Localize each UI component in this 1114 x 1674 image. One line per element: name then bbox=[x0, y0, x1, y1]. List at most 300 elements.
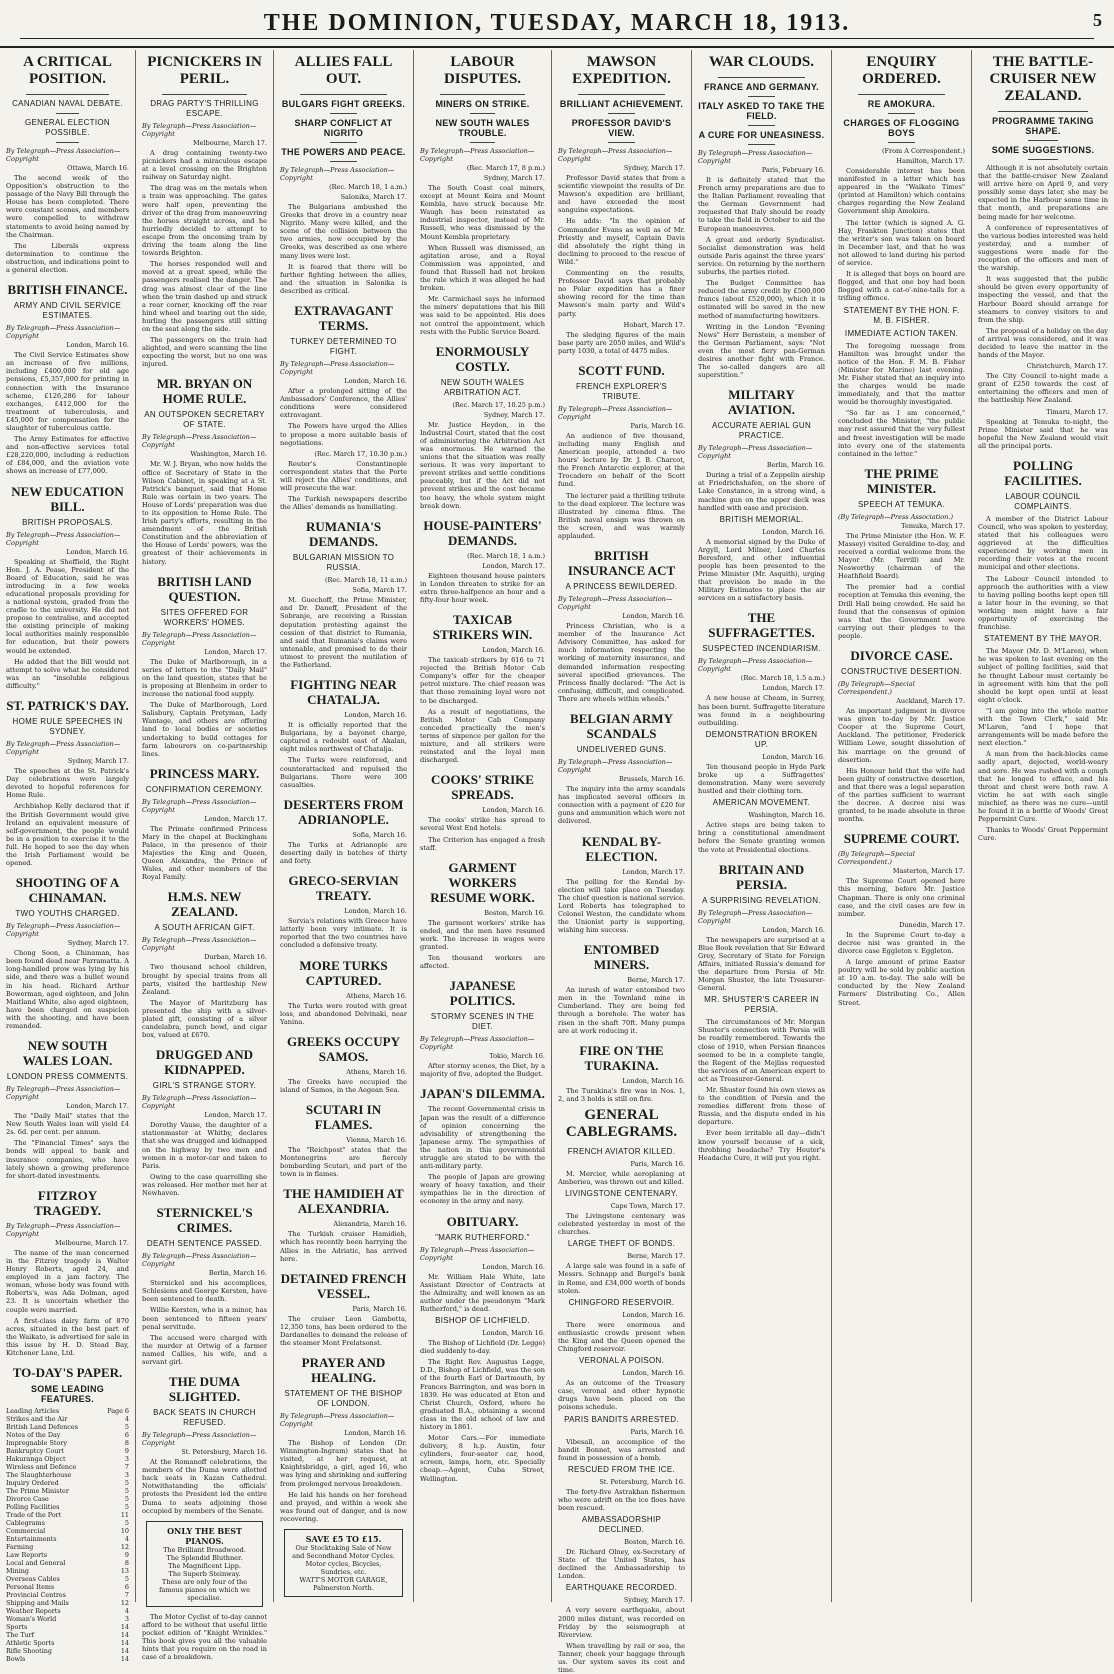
masthead-rule bbox=[20, 38, 1094, 39]
article-paragraph: The inquiry into the army scandals has implicated several officers in connection with a payment of £20 for guns and ammunition which were not delivered. bbox=[558, 785, 685, 826]
article-paragraph: Reuter's Constantinople correspondent states that the Porte will reject the Allies' conditions, and will prosecute the war. bbox=[280, 459, 407, 492]
feature-page: 5 bbox=[124, 1519, 129, 1528]
features-index-row bbox=[6, 1503, 129, 1511]
sub-heading: MR. SHUSTER'S CAREER IN PERSIA. bbox=[704, 995, 819, 1015]
article-paragraph: The Civil Service Estimates show an increase of five millions, including £400,000 for old age pensions, £5,357,000 for printing in connection with the Insurance scheme, £126,286 for labour exchanges, £412,000 for the treatment of tuberculosis, and £45,000 for compensation for the slaughter of tuberculous cattle. bbox=[6, 351, 129, 432]
sub-heading: AMBASSADORSHIP DECLINED. bbox=[581, 1515, 662, 1535]
sub-heading: ITALY ASKED TO TAKE THE FIELD. bbox=[698, 101, 825, 121]
article-headline: SUPREME COURT. bbox=[843, 831, 960, 847]
article-paragraph: The Bulgarians ambushed the Greeks that drove in a country near Nigrito. Many were killed, and the scene of the collision between the two armies, now occupied by the Greeks, was described as one where many lives were lost. bbox=[280, 203, 407, 260]
dateline: London, March 17. bbox=[622, 867, 685, 876]
article-paragraph: After a prolonged sitting of the Ambassadors' Conference, the Allies' conditions were considered extravagant. bbox=[280, 387, 407, 420]
article-paragraph: The foregoing message from Hamilton was brought under the notice of the Hon. F. M. B. Fisher (Minister for Marine) last evening. Mr. Fisher stated that an inquiry into the charges would be made immediately, and that the matter would be thoroughly investigated. bbox=[838, 341, 965, 407]
features-index-row bbox=[6, 1463, 129, 1471]
dateline: London, March 16. bbox=[344, 377, 407, 386]
feature-page: 4 bbox=[124, 1415, 129, 1424]
section-rule bbox=[608, 142, 635, 143]
sub-heading: CHINGFORD RESERVOIR. bbox=[568, 1297, 675, 1307]
sub-heading: ACCURATE AERIAL GUN PRACTICE. bbox=[711, 421, 812, 441]
article-paragraph: The horses responded well and moved at a great speed, while the passengers realised the danger. The drag was almost clear of the line when the train dashed up and struck a rear corner, knocking off the rear hind wheel and tearing out the side, hurling the passengers still sitting on the seat along the side. bbox=[142, 260, 267, 333]
dateline: London, March 17. bbox=[66, 1102, 129, 1111]
article-paragraph: Mr. Justice Heydon, in the Industrial Court, stated that the cost of administering the Arbitration Act was enormous. He warned the unions that the situation was really serious. It was very important to prevent strikes and settle conditions peaceably, but if the Act did not prevent strikes and the cost became too heavy, the whole system might break down. bbox=[420, 420, 545, 510]
article-paragraph: Mr. Carmichael says he informed the miners' deputations that his Bill was said to be appointed. His does not control the appointment, which rests with the Public Service Board. bbox=[420, 295, 545, 336]
feature-page: 5 bbox=[124, 1479, 129, 1488]
features-index-row bbox=[6, 1455, 129, 1463]
feature-page: 12 bbox=[120, 1543, 129, 1552]
features-index-row bbox=[6, 1639, 129, 1647]
article-headline: GRECO-SERVIAN TREATY. bbox=[288, 873, 399, 904]
column-2 bbox=[136, 50, 274, 1662]
article-paragraph: The cruiser Leon Gambetta, 12,350 tons, has been ordered to the Dardanelles to demand the release of the steamer Mont Frelatsonst. bbox=[280, 1314, 407, 1347]
article-paragraph: It is definitely stated that the French army preparations are due to the Italian Parliament revealing that the German Government had requested that Italy should be ready to take the field in October to aid the European manoeuvres. bbox=[698, 176, 825, 233]
article-paragraph: Chong Soon, a Chinaman, has been found dead near Parramatta. A long-handled prow was lying by his side, and there was a bullet wound in his head. Richard Arthur Bowerman, aged eighteen, and John Maitland White, also aged eighteen, have been charged on suspicion with the shooting, and have been remanded. bbox=[6, 949, 129, 1030]
article-paragraph: The "Daily Mail" states that the New South Wales loan will yield £4 2s. 6d. per cent. per annum. bbox=[6, 1112, 129, 1137]
article-paragraph: When travelling by rail or sea, the Tanner, cheek your baggage through us. Our system saves its cost and time. bbox=[558, 1641, 685, 1674]
sub-heading: "MARK RUTHERFORD." bbox=[435, 1232, 530, 1242]
sub-heading: SOME LEADING FEATURES. bbox=[30, 1384, 105, 1405]
dateline: (Rec. March 18, 1 a.m.) bbox=[467, 551, 545, 560]
dateline: (From A Correspondent.) bbox=[881, 147, 965, 155]
dateline: London, March 16. bbox=[482, 1262, 545, 1271]
article-paragraph: The "Reichpost" states that the Montenegrins are fiercely bombarding Scutari, and part of the town is in flames. bbox=[280, 1145, 407, 1179]
article-paragraph: The accused were charged with the murder at Ortwig of a farmer named Callies, his wife, and a servant girl. bbox=[142, 1333, 267, 1366]
article-headline: OBITUARY. bbox=[446, 1213, 519, 1229]
article-paragraph: The speeches at the St. Patrick's Day celebrations were largely devoted to hopeful references for Home Rule. bbox=[6, 767, 129, 800]
dateline: Dunedin, March 17. bbox=[899, 920, 965, 929]
dateline: Washington, March 16. bbox=[748, 811, 825, 820]
article-paragraph: The second week of the Opposition's obstruction to the passage of the Navy Bill through the House has been completed. There were constant scenes, and members were compelled to withdraw statements to avoid being named by the Chairman. bbox=[6, 174, 129, 239]
article-paragraph: Mr. William Hale White, late Assistant Director of Contracts at the Admiralty, and well known as an author under the pseudonym "Mark Rutherford," is dead. bbox=[420, 1272, 545, 1313]
article-headline: SHOOTING OF A CHINAMAN. bbox=[15, 875, 120, 906]
section-rule bbox=[1028, 159, 1058, 160]
dateline: Alexandria, March 16. bbox=[333, 1220, 407, 1229]
sub-heading: BRITISH PROPOSALS. bbox=[22, 517, 113, 527]
wire-credit: By Telegraph—Press Association—Copyright bbox=[6, 740, 121, 757]
article-paragraph: The Mayor (Mr. D. M'Laren), when he was spoken to last evening on the subject of polling facilities, said that he thought Labour must certainly be in agreement with him that the poll should be kept open until at least eight o'clock. bbox=[978, 647, 1108, 704]
section-rule bbox=[330, 161, 357, 162]
article-paragraph: A large amount of prime Easter poultry will be sold by public auction at 10 a.m. to-day. The sale will be conducted by the New Zealand Farmers' Distributing Co., Allen Street. bbox=[838, 958, 965, 1007]
article-paragraph: The Liberals express determination to continue the obstruction, and indications point to a general election. bbox=[6, 241, 129, 275]
article-paragraph: A member of the District Labour Council, who was spoken to yesterday, stated that his colleagues were aggrieved at the difficulties experienced by working men in recording their votes at the recent municipal and other elections. bbox=[978, 514, 1108, 572]
dateline: London, March 16. bbox=[482, 806, 545, 815]
article-paragraph: There were enormous and enthusiastic crowds present when the King and the Queen opened the Chingford reservoir. bbox=[558, 1320, 685, 1354]
features-index-row bbox=[6, 1487, 129, 1495]
article-headline: ENTOMBED MINERS. bbox=[583, 942, 660, 973]
article-headline: THE SUFFRAGETTES. bbox=[708, 610, 815, 641]
feature-title: Polling Facilities bbox=[6, 1503, 60, 1512]
wire-credit: By Telegraph—Press Association—Copyright bbox=[6, 1085, 121, 1102]
article-paragraph: The people of Japan are growing weary of heavy taxation, and their sympathies lie in the direction of economy in the army and navy. bbox=[420, 1173, 545, 1206]
article-paragraph: Writing in the London "Evening News" Herr Bernstein, a member of the German Parliament, says: "Not even the most fiery pan-German desires another fight with France. The so-called dangers are all superstition." bbox=[698, 322, 825, 380]
sub-heading: DRAG PARTY'S THRILLING ESCAPE. bbox=[150, 99, 259, 118]
article-headline: NEW EDUCATION BILL. bbox=[11, 483, 124, 514]
wire-credit: By Telegraph—Press Association—Copyright bbox=[698, 149, 813, 165]
article-paragraph: At the Romanoff celebrations, the members of the Duma were allotted back seats in Kazan Cathedral. Notwithstanding the officials' protests the President led the entire Duma to seats adjoining those occupied by members of the Senate. bbox=[142, 1458, 267, 1515]
feature-title: Entertainments bbox=[6, 1535, 57, 1544]
article-paragraph: The South Coast coal miners, except at Mount Keira and Mount Kembla, have struck because Mr. Waugh has been reinstated as industrial inspector, instead of Mr. Russell, who was dismissed by the Mount Kembla proprietary. bbox=[420, 184, 545, 241]
features-index-row bbox=[6, 1655, 129, 1663]
article-paragraph: Speaking at Temuka to-night, the Prime Minister said that he was hopeful the New Zealand would visit all the principal ports. bbox=[978, 417, 1108, 450]
wire-credit: (By Telegraph—Special Correspondent.) bbox=[838, 680, 915, 697]
wire-credit: By Telegraph—Press Association—Copyright bbox=[280, 360, 395, 377]
article-headline: PRINCESS MARY. bbox=[149, 765, 260, 781]
feature-title: The Prime Minister bbox=[6, 1487, 69, 1496]
wire-credit: By Telegraph—Press Association—Copyright bbox=[142, 630, 257, 647]
article-headline: JAPANESE POLITICS. bbox=[449, 978, 516, 1009]
dateline: (Rec. March 18, 1.5 a.m.) bbox=[740, 674, 825, 683]
section-rule bbox=[748, 96, 775, 97]
sub-heading: LABOUR COUNCIL COMPLAINTS. bbox=[1005, 491, 1081, 511]
feature-title: Bowls bbox=[6, 1655, 26, 1664]
advertisement-line: Palmerston North. bbox=[313, 1584, 374, 1593]
sub-heading: STATEMENT OF THE BISHOP OF LONDON. bbox=[284, 1389, 403, 1409]
article-headline: MILITARY AVIATION. bbox=[727, 387, 796, 418]
feature-page: 9 bbox=[124, 1551, 129, 1560]
dateline: Boston, March 16. bbox=[624, 1538, 685, 1547]
feature-page: 11 bbox=[120, 1511, 129, 1520]
section-rule bbox=[1028, 140, 1058, 141]
dateline: Masterton, March 17. bbox=[892, 867, 965, 876]
feature-title: British Land Defences bbox=[6, 1423, 78, 1432]
article-headline: WAR CLOUDS. bbox=[708, 54, 814, 70]
sub-heading: GIRL'S STRANGE STORY. bbox=[152, 1081, 257, 1091]
section-rule bbox=[748, 125, 775, 126]
feature-page: 14 bbox=[120, 1655, 129, 1664]
column-8 bbox=[972, 50, 1114, 1602]
article-headline: KENDAL BY-ELECTION. bbox=[581, 833, 662, 864]
feature-title: Personal Items bbox=[6, 1583, 55, 1592]
dateline: London, March 16. bbox=[762, 527, 825, 536]
article-headline: GREEKS OCCUPY SAMOS. bbox=[286, 1033, 401, 1064]
article-paragraph: An inrush of water entombed two men in the Townland mine in Cumberland. They are being fed through a borehole. The water has risen in the shaft 70ft. Many pumps are at work reducing it. bbox=[558, 986, 685, 1035]
dateline: London, March 16. bbox=[344, 907, 407, 916]
article-paragraph: Thanks to Woods' Great Peppermint Cure. bbox=[978, 826, 1108, 843]
wire-credit: By Telegraph—Press Association—Copyright bbox=[558, 595, 673, 612]
dateline: Berlin, March 16. bbox=[208, 1269, 267, 1278]
sub-heading: NEW SOUTH WALES TROUBLE. bbox=[435, 118, 530, 138]
article-paragraph: Ever been irritable all day—didn't know yourself because of a sick, throbbing headache? Try Heuter's Headache Cure, it will put you right. bbox=[698, 1129, 825, 1162]
article-paragraph: The Primate confirmed Princess Mary in the chapel at Buckingham Palace, in the presence of their Majesties the King and Queen, Queen Alexandra, the Prince of Wales, and other members of the Royal Family. bbox=[142, 824, 267, 882]
wire-credit: By Telegraph—Press Association—Copyright bbox=[142, 936, 257, 953]
section-rule bbox=[330, 113, 357, 114]
article-paragraph: The Turkish newspapers describe the Allies' demands as humiliating. bbox=[280, 495, 407, 512]
article-headline: HOUSE-PAINTERS' DEMANDS. bbox=[423, 517, 542, 548]
section-rule bbox=[56, 142, 79, 143]
dateline: London, March 17. bbox=[204, 647, 267, 656]
section-rule bbox=[608, 113, 635, 114]
article-paragraph: He laid his hands on her forehead and prayed, and within a week she was found out of danger, and is now recovering. bbox=[280, 1490, 407, 1523]
article-paragraph: When Russell was dismissed, an agitation arose, and a Royal Commission was appointed, and found that Russell had not broken the rule which it was alleged he had broken. bbox=[420, 243, 545, 293]
dateline: London, March 16. bbox=[622, 1310, 685, 1319]
article-paragraph: Archbishop Kelly declared that if the British Government would give Ireland an equivalent measure of self-government, the people would be in a position to exercise it to the full. He hoped to see the day when the Irish Parliament would be opened. bbox=[6, 802, 129, 868]
section-rule bbox=[718, 77, 805, 78]
sub-heading: CHARGES OF FLOGGING BOYS bbox=[843, 118, 960, 138]
article-headline: GENERAL CABLEGRAMS. bbox=[565, 1106, 678, 1140]
section-rule bbox=[440, 94, 525, 95]
dateline: Auckland, March 17. bbox=[896, 697, 965, 706]
section-rule bbox=[330, 142, 357, 143]
features-index-row bbox=[6, 1471, 129, 1479]
sub-heading: FRENCH AVIATOR KILLED. bbox=[567, 1146, 676, 1156]
sub-heading: UNDELIVERED GUNS. bbox=[576, 745, 667, 755]
feature-page: 3 bbox=[124, 1615, 129, 1624]
sub-heading: DEATH SENTENCE PASSED. bbox=[146, 1239, 263, 1249]
sub-heading: HOME RULE SPEECHES IN SYDNEY. bbox=[12, 717, 123, 737]
article-paragraph: The Criterion has engaged a fresh staff. bbox=[420, 835, 545, 852]
feature-page: 3 bbox=[124, 1471, 129, 1480]
features-index-row bbox=[6, 1567, 129, 1575]
feature-page: 9 bbox=[124, 1447, 129, 1456]
article-paragraph: The Turakina's fire was in Nos. 1, 2, and 3 holds is still on fire. bbox=[558, 1086, 685, 1103]
article-paragraph: Servia's relations with Greece have latterly been very intimate. It is reported that the two countries have concluded a defensive treaty. bbox=[280, 917, 407, 950]
feature-page: 8 bbox=[124, 1439, 129, 1448]
feature-page: 7 bbox=[124, 1591, 129, 1600]
article-headline: COOKS' STRIKE SPREADS. bbox=[431, 772, 534, 803]
article-headline: THE PRIME MINISTER. bbox=[864, 465, 939, 496]
article-paragraph: Princess Christian, who is a member of the Insurance Act Advisory Committee, has asked for much information respecting the working of maternity insurance, and demanded information respecting several specified grievances. The Princess finally declared: "The Act is confusing, difficult, and complicated. There are wheels within wheels." bbox=[558, 622, 685, 703]
sub-heading: SITES OFFERED FOR WORKERS' HOMES. bbox=[160, 607, 249, 627]
masthead bbox=[0, 0, 1114, 48]
dateline: (Rec. March 17, 8 p.m.) bbox=[466, 164, 545, 172]
advertisement bbox=[146, 1521, 263, 1607]
article-paragraph: The forty-five Astrakhan fishermen who were adrift on the ice floes have been rescued. bbox=[558, 1487, 685, 1512]
feature-page: 5 bbox=[124, 1487, 129, 1496]
feature-page: 8 bbox=[124, 1559, 129, 1568]
dateline: Timaru, March 17. bbox=[1046, 407, 1108, 416]
dateline: Ottawa, March 16. bbox=[67, 164, 129, 172]
feature-page: 14 bbox=[120, 1639, 129, 1648]
dateline: London, March 16. bbox=[762, 925, 825, 934]
dateline: Athens, March 16. bbox=[346, 991, 407, 1000]
sub-heading: BULGARS FIGHT GREEKS. bbox=[281, 99, 406, 109]
feature-title: Overseas Cables bbox=[6, 1575, 60, 1584]
sub-heading: CANADIAN NAVAL DEBATE. bbox=[12, 99, 123, 108]
feature-page: 5 bbox=[124, 1503, 129, 1512]
dateline: London, March 17. bbox=[204, 814, 267, 823]
section-rule bbox=[470, 113, 495, 114]
article-paragraph: A conference of representatives of the various bodies interested was held yesterday, and a number of suggestions were made for the reception of the officers and men of the warship. bbox=[978, 223, 1108, 273]
sub-heading: BISHOP OF LICHFIELD. bbox=[435, 1316, 530, 1326]
article-paragraph: M. Guechoff, the Prime Minister, and Dr. Daneff, President of the Sobranje, are receiving a Russian deputation protesting against the cession of that district to Rumania, and said that Rumania's claims were untenable, and promised to do their utmost to prevent the mutilation of the Fatherland. bbox=[280, 596, 407, 669]
article-paragraph: He adds: "In the opinion of Commander Evans as well as of Mr. Priestly and myself, Captain Davis did absolutely the right thing in declining to proceed to the rescue of Wild." bbox=[558, 217, 685, 266]
dateline: Berlin, March 16. bbox=[766, 461, 825, 470]
sub-heading: PROGRAMME TAKING SHAPE. bbox=[992, 116, 1094, 136]
section-rule bbox=[470, 142, 495, 143]
dateline: Paris, March 16. bbox=[630, 1427, 685, 1436]
article-paragraph: "So far as I am concerned," concluded the Minister, "the public may rest assured that the very fullest and freest investigation will be made into every one of the statements contained in the letter." bbox=[838, 409, 965, 458]
article-headline: ENQUIRY ORDERED. bbox=[862, 54, 941, 87]
sub-heading: BRITISH MEMORIAL. bbox=[719, 514, 804, 524]
wire-credit: By Telegraph—Press Association—Copyright bbox=[280, 166, 395, 182]
sub-heading: LIVINGSTONE CENTENARY. bbox=[565, 1189, 678, 1199]
sub-heading: A PRINCESS BEWILDERED. bbox=[565, 582, 678, 592]
sub-heading: CONSTRUCTIVE DESERTION. bbox=[841, 667, 962, 677]
dateline: Christchurch, March 17. bbox=[1026, 362, 1108, 371]
wire-credit: By Telegraph—Press Association—Copyright bbox=[420, 1245, 535, 1262]
article-paragraph: An important judgment in divorce was given to-day by Mr. Justice Cooper at the Supreme Court, Auckland. The petitioner, Frederick William Lowe, sought dissolution of his marriage on the ground of desertion. bbox=[838, 707, 965, 764]
feature-title: Impregnable Story bbox=[6, 1439, 67, 1448]
sub-heading: STORMY SCENES IN THE DIET. bbox=[430, 1012, 535, 1032]
feature-page: 6 bbox=[124, 1583, 129, 1592]
advertisement-line: Our Stocktaking Sale of New and Secondhand Motor Cycles. Motor cycles, Bicycles, Sundries, etc. bbox=[292, 1544, 395, 1577]
article-headline: THE BATTLE-CRUISER NEW ZEALAND. bbox=[989, 54, 1097, 104]
sub-heading: LARGE THEFT OF BONDS. bbox=[567, 1239, 676, 1249]
feature-page: 14 bbox=[120, 1647, 129, 1656]
article-headline: SCOTT FUND. bbox=[578, 362, 665, 378]
article-paragraph: The passengers on the train had alighted, and were scanning the line expecting the worst, but no one was injured. bbox=[142, 336, 267, 369]
sub-heading: BRILLIANT ACHIEVEMENT. bbox=[559, 99, 684, 109]
dateline: (Rec. March 17, 10.25 p.m.) bbox=[452, 400, 545, 409]
features-index-row bbox=[6, 1535, 129, 1543]
dateline: Sydney, March 17. bbox=[483, 410, 545, 419]
article-paragraph: The Turks were routed with great loss, and abandoned Delvinaki, near Yanina. bbox=[280, 1001, 407, 1026]
feature-page: 5 bbox=[124, 1495, 129, 1504]
article-paragraph: The Right Rev. Augustus Legge, D.D., Bishop of Lichfield, was the son of the fourth Earl of Dartmouth, by Frances Barrington, and was born in 1839. He was educated at Eton and Christ Church, Oxford, where he graduated B.A., obtaining a second class in the old school of law and history in 1861. bbox=[420, 1358, 545, 1431]
features-index-row bbox=[6, 1447, 129, 1455]
feature-title: Farming bbox=[6, 1543, 34, 1552]
article-paragraph: Commenting on the results, Professor David says that probably no Polar expedition has a finer showing record for the time than Mawson's main party and Wild's party. bbox=[558, 269, 685, 318]
sub-heading: A SOUTH AFRICAN GIFT. bbox=[154, 923, 255, 933]
article-headline: PICNICKERS IN PERIL. bbox=[147, 54, 262, 87]
features-index-row bbox=[6, 1495, 129, 1503]
sub-heading: PROFESSOR DAVID'S VIEW. bbox=[571, 118, 672, 138]
wire-credit: By Telegraph—Press Association—Copyright bbox=[142, 797, 257, 814]
section-rule bbox=[578, 94, 665, 95]
article-paragraph: A large sale was found in a safe of Messrs. Schnapp and Burgel's bank in Rome, and £34,000 worth of bonds stolen. bbox=[558, 1262, 685, 1295]
features-index-row bbox=[6, 1599, 129, 1607]
wire-credit: By Telegraph—Press Association—Copyright bbox=[698, 908, 813, 925]
sub-heading: AN OUTSPOKEN SECRETARY OF STATE. bbox=[144, 410, 265, 430]
article-headline: ST. PATRICK'S DAY. bbox=[6, 698, 129, 714]
dateline: London, March 16. bbox=[622, 1369, 685, 1378]
sub-heading: STATEMENT BY THE MAYOR. bbox=[983, 634, 1103, 644]
article-paragraph: A very severe earthquake, about 2000 miles distant, was recorded on Friday by the seismograph at Riverview. bbox=[558, 1606, 685, 1639]
feature-title: Strikes and the Air bbox=[6, 1415, 68, 1424]
article-headline: FIRE ON THE TURAKINA. bbox=[579, 1042, 664, 1073]
dateline: (Rec. March 17, 10.30 p.m.) bbox=[314, 449, 407, 458]
sub-heading: VERONAL A POISON. bbox=[578, 1356, 665, 1366]
article-paragraph: The Turks were reinforced, and counterattacked and repulsed the Bulgarians. There were 300 casualties. bbox=[280, 756, 407, 789]
features-index-row bbox=[6, 1439, 129, 1447]
dateline: Vienna, March 16. bbox=[346, 1135, 407, 1144]
wire-credit: By Telegraph—Press Association—Copyright bbox=[280, 1412, 395, 1429]
article-paragraph: The Duke of Marlborough, in a series of letters to the "Daily Mail" on the land question, states that he is proposing at Blenheim in order to increase the national food supply. bbox=[142, 657, 267, 699]
dateline: Salonika, March 17. bbox=[340, 193, 407, 201]
feature-title: The Slaughterhouse bbox=[6, 1471, 72, 1480]
sub-heading: RESCUED FROM THE ICE. bbox=[567, 1464, 676, 1474]
article-headline: FIGHTING NEAR CHATALJA. bbox=[290, 677, 397, 708]
newspaper-title: THE DOMINION, TUESDAY, MARCH 18, 1913. bbox=[263, 10, 851, 36]
section-rule bbox=[858, 94, 945, 95]
dateline: London, March 16. bbox=[66, 547, 129, 556]
feature-page: 5 bbox=[124, 1423, 129, 1432]
dateline: Sydney, March 17. bbox=[67, 757, 129, 766]
article-paragraph: His Honour held that the wife had been guilty of constructive desertion, and that there was a legal separation of the parties sufficient to warrant the decree. A decree nisi was granted, to be made absolute in three months. bbox=[838, 766, 965, 824]
section-rule bbox=[162, 94, 247, 95]
sub-heading: BACK SEATS IN CHURCH REFUSED. bbox=[153, 1408, 256, 1428]
article-paragraph: The Bishop of London (Dr. Winnington-Ingram) states that he visited, at her request, at Knightsbridge, a girl, aged 16, who was lying and shrinking and suffering from prolonged nervous breakdown. bbox=[280, 1439, 407, 1488]
article-paragraph: As an outcome of the Treasury case, veronal and other hypnotic drugs have been placed on the poisons schedule. bbox=[558, 1379, 685, 1412]
features-index-row bbox=[6, 1647, 129, 1655]
sub-heading: A CURE FOR UNEASINESS. bbox=[698, 130, 825, 140]
article-paragraph: "I am going into the whole matter with the Town Clerk," said Mr. M'Laren, "and I hope that arrangements will be made before the next election." bbox=[978, 706, 1108, 748]
dateline: (Rec. March 18, 1 a.m.) bbox=[329, 183, 407, 191]
dateline: London, March 16. bbox=[622, 1076, 685, 1085]
article-paragraph: Ten thousand workers are affected. bbox=[420, 954, 545, 971]
feature-title: Law Reports bbox=[6, 1551, 47, 1560]
article-paragraph: The Mayor of Maritzburg has presented the ship with a silver-plated gift, consisting of a silver candelabra, punch bowl, and cigar box, valued at £670. bbox=[142, 998, 267, 1040]
article-paragraph: The name of the man concerned in the Fitzroy tragedy is Walter Henry Roberts, aged 24, and employed in a jam factory. The woman, whose body was found with Roberts's, was Ada Dolman, aged 23. It is uncertain whether the couple were married. bbox=[6, 1248, 129, 1314]
feature-title: Cablegrams bbox=[6, 1519, 45, 1528]
article-paragraph: The premier had a cordial reception at Temuka this evening, the Drill Hall being crowded. He said he found that the consensus of opinion was that the Government were carrying out their pledges to the people. bbox=[838, 583, 965, 640]
features-index-row bbox=[6, 1559, 129, 1567]
feature-page: 5 bbox=[124, 1575, 129, 1584]
dateline: Sofia, March 16. bbox=[352, 830, 407, 839]
dateline: Athens, March 16. bbox=[346, 1067, 407, 1076]
advertisement-title: ONLY THE BEST PIANOS. bbox=[167, 1525, 242, 1546]
article-headline: DETAINED FRENCH VESSEL. bbox=[280, 1270, 407, 1301]
article-paragraph: Speaking at Sheffield, the Right Hon. J. A. Pease, President of the Board of Education, said he was introducing in a few weeks educational proposals providing for a national system, graded from the cradle to the university. He did not propose to centralise, and accepted the existing principle of making local authorities mainly responsible for education, but their powers would be extended. bbox=[6, 557, 129, 655]
column-6 bbox=[692, 50, 832, 1602]
advertisement-line: WATT'S MOTOR GARAGE, bbox=[299, 1576, 388, 1585]
article-paragraph: The sledging figures of the main base party are 2050 miles, and Wild's party 1030, a total of 4475 miles. bbox=[558, 330, 685, 355]
article-paragraph: The Greeks have occupied the island of Samos, in the Aegean Sea. bbox=[280, 1077, 407, 1094]
feature-title: Weather Reports bbox=[6, 1607, 61, 1616]
dateline: Brussels, March 16. bbox=[618, 775, 685, 784]
article-paragraph: M. Mercier, while aeroplaning at Amberieu, was thrown out and killed. bbox=[558, 1169, 685, 1186]
dateline: Sydney, March 17. bbox=[623, 164, 685, 172]
article-headline: RUMANIA'S DEMANDS. bbox=[305, 519, 382, 550]
features-index-row bbox=[6, 1511, 129, 1519]
advertisement-line: The Brilliant Broadwood. bbox=[163, 1545, 246, 1554]
article-paragraph: The polling for the Kendal by-election will take place on Tuesday. The chief question is national service. Lord Roberts has telegraphed to Colonel Weston, the candidate whom the Unionist party is supporting, wishing him success. bbox=[558, 877, 685, 935]
feature-title: Divorce Case bbox=[6, 1495, 49, 1504]
dateline: Cape Town, March 17. bbox=[610, 1202, 685, 1211]
wire-credit: By Telegraph—Press Association—Copyright bbox=[698, 657, 813, 674]
dateline: London, March 17. bbox=[482, 561, 545, 570]
article-paragraph: Vibesall, an accomplice of the bandit Bonnet, was arrested and found in possession of a bomb. bbox=[558, 1437, 685, 1462]
article-paragraph: A new house at Cheam, in Surrey, has been burnt. Suffragette literature was found in a neighbouring outbuilding. bbox=[698, 694, 825, 727]
article-headline: LABOUR DISPUTES. bbox=[443, 54, 522, 87]
features-index-row bbox=[6, 1575, 129, 1583]
feature-page: 6 bbox=[124, 1431, 129, 1440]
article-paragraph: The Prime Minister (the Hon. W. F. Massey) visited Geraldine to-day, and received a cordial welcome from the Mayor (Mr. Terrill) and Mr. Nosworthy (chairman of the Heathfield Board). bbox=[838, 531, 965, 581]
dateline: Sydney, March 17. bbox=[623, 1596, 685, 1605]
article-paragraph: A memorial signed by the Duke of Argyll, Lord Milner, Lord Charles Beresford, and other influential people has been presented to the Prime Minister (Mr. Asquith), urging that provision be made in the Military Estimates to place the air services on a satisfactory basis. bbox=[698, 537, 825, 603]
features-index-row bbox=[6, 1607, 129, 1615]
sub-heading: EARTHQUAKE RECORDED. bbox=[565, 1583, 678, 1593]
features-index-row bbox=[6, 1623, 129, 1631]
dateline: Temuka, March 17. bbox=[901, 521, 965, 530]
dateline: Paris, March 16. bbox=[630, 1159, 685, 1168]
feature-title: Shipping and Mails bbox=[6, 1599, 69, 1608]
dateline: London, March 16. bbox=[66, 341, 129, 350]
sub-heading: BULGARIAN MISSION TO RUSSIA. bbox=[292, 553, 395, 573]
feature-title: Woman's World bbox=[6, 1615, 57, 1624]
article-paragraph: The cooks' strike has spread to several West End hotels. bbox=[420, 816, 545, 833]
dateline: London, March 17. bbox=[762, 684, 825, 693]
feature-title: Leading Articles bbox=[6, 1407, 60, 1416]
dateline: London, March 16. bbox=[622, 612, 685, 621]
article-headline: BRITAIN AND PERSIA. bbox=[718, 861, 805, 892]
article-paragraph: Active steps are being taken to bring a constitutional amendment before the Senate granting women the vote at Presidential elections. bbox=[698, 821, 825, 854]
article-headline: TAXICAB STRIKERS WIN. bbox=[432, 612, 533, 643]
dateline: London, March 16. bbox=[344, 711, 407, 720]
feature-title: Trade of the Port bbox=[6, 1511, 62, 1520]
sub-heading: FRENCH EXPLORER'S TRIBUTE. bbox=[575, 381, 668, 401]
article-headline: NEW SOUTH WALES LOAN. bbox=[22, 1038, 113, 1069]
feature-title: The Turf bbox=[6, 1631, 34, 1640]
